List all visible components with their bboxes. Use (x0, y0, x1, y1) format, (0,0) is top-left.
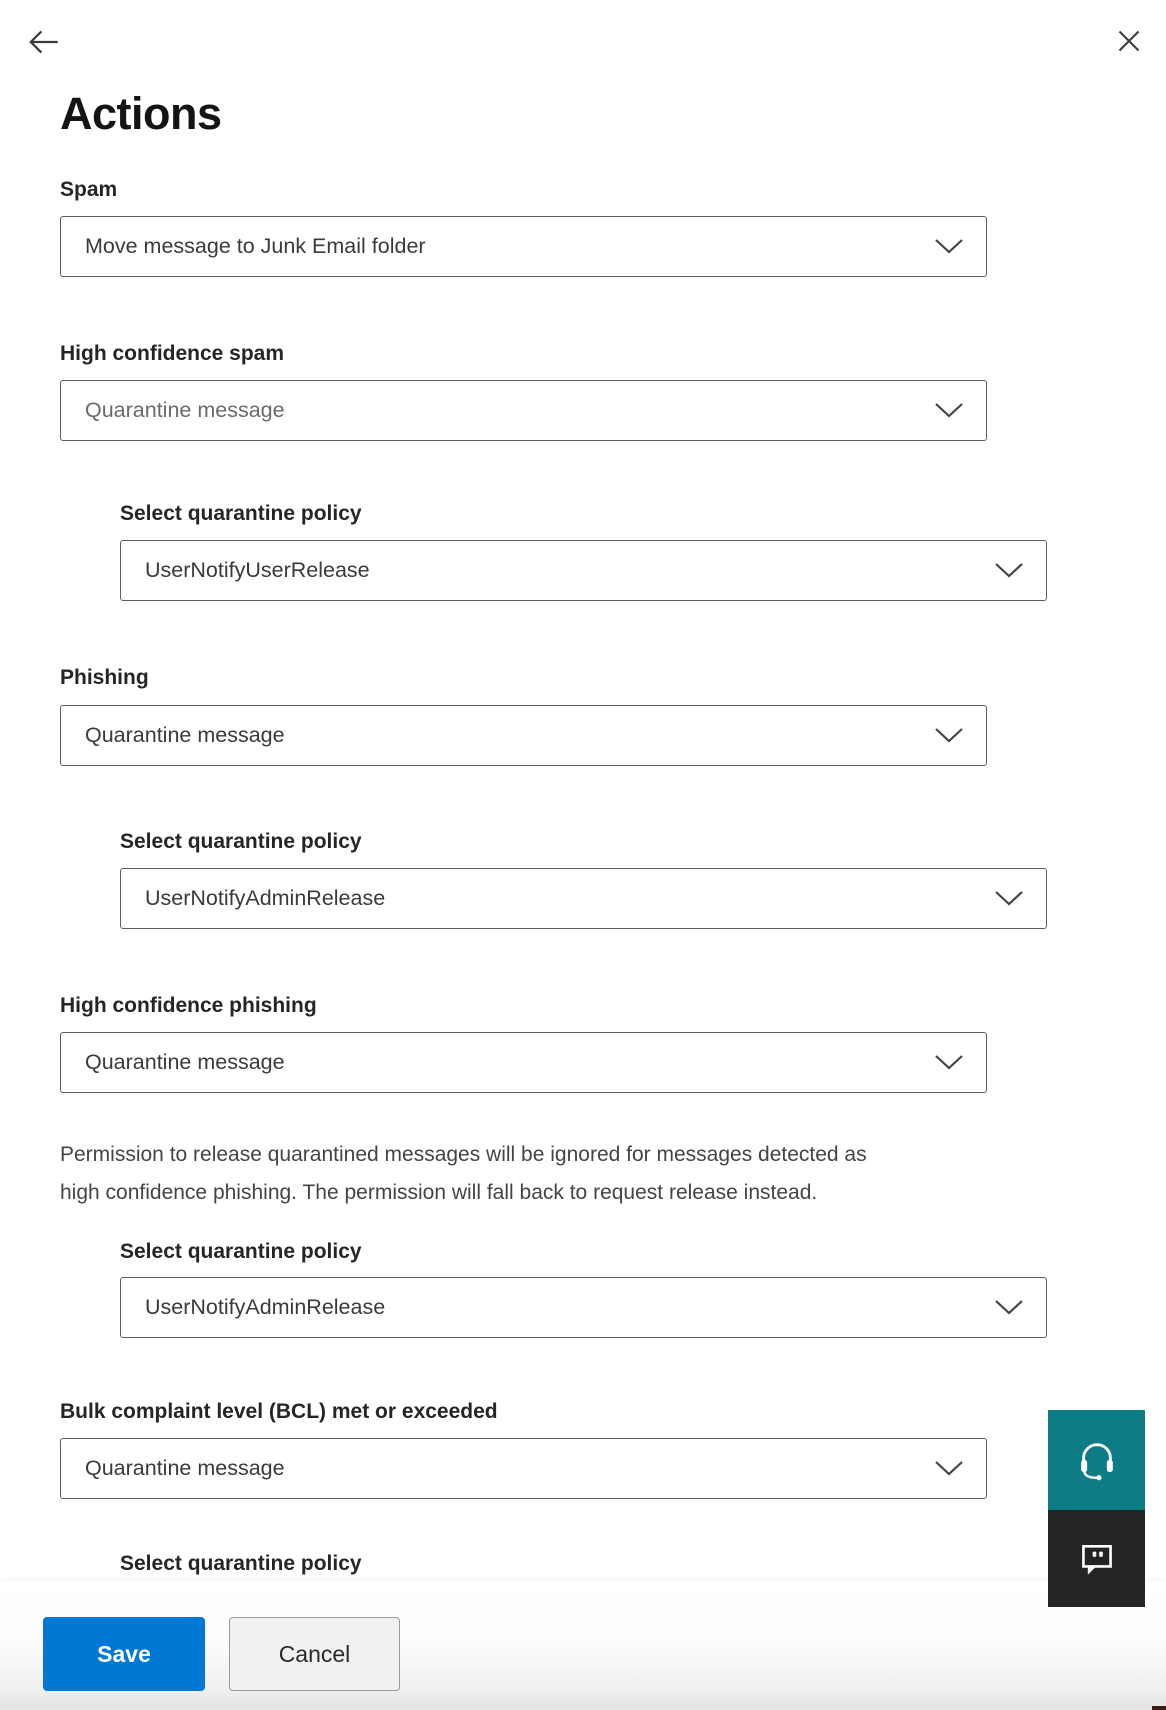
chevron-down-icon (934, 727, 964, 744)
feedback-speech-bubble-icon (1076, 1538, 1118, 1580)
phishing-dropdown[interactable] (60, 705, 987, 766)
headset-icon (1074, 1437, 1120, 1483)
chevron-down-icon (934, 402, 964, 419)
high-confidence-phishing-dropdown-value: Quarantine message (85, 1050, 285, 1074)
hcp-permission-note-line2: high confidence phishing. The permission will fall back to request release instead. (60, 1181, 818, 1204)
hcs-quarantine-policy-dropdown[interactable] (120, 540, 1047, 601)
phishing-label: Phishing (60, 666, 149, 689)
help-button[interactable] (1048, 1410, 1145, 1510)
screen-corner-artifact (1152, 1706, 1166, 1710)
spam-dropdown-value: Move message to Junk Email folder (85, 234, 426, 258)
high-confidence-phishing-label: High confidence phishing (60, 994, 317, 1017)
bcl-quarantine-policy-label-clipped: Select quarantine policy (120, 1552, 362, 1575)
high-confidence-spam-dropdown[interactable] (60, 380, 987, 441)
hcp-quarantine-policy-label: Select quarantine policy (120, 1240, 362, 1263)
back-button[interactable] (22, 20, 66, 64)
phishing-dropdown-value: Quarantine message (85, 723, 285, 747)
chevron-down-icon (934, 1460, 964, 1477)
back-arrow-icon (25, 23, 63, 61)
feedback-button[interactable] (1048, 1510, 1145, 1607)
high-confidence-spam-dropdown-value: Quarantine message (85, 398, 285, 422)
phishing-quarantine-policy-dropdown[interactable] (120, 868, 1047, 929)
chevron-down-icon (934, 1054, 964, 1071)
spam-label: Spam (60, 178, 118, 201)
bcl-dropdown[interactable] (60, 1438, 987, 1499)
save-button[interactable]: Save (43, 1617, 205, 1691)
cancel-button[interactable]: Cancel (229, 1617, 400, 1691)
hcs-quarantine-policy-value: UserNotifyUserRelease (145, 558, 370, 582)
high-confidence-spam-label: High confidence spam (60, 342, 285, 365)
hcp-quarantine-policy-value: UserNotifyAdminRelease (145, 1295, 386, 1319)
hcp-quarantine-policy-dropdown[interactable] (120, 1277, 1047, 1338)
bcl-dropdown-value: Quarantine message (85, 1456, 285, 1480)
phishing-quarantine-policy-label: Select quarantine policy (120, 830, 362, 853)
bcl-label: Bulk complaint level (BCL) met or exceeded (60, 1400, 498, 1423)
chevron-down-icon (994, 1299, 1024, 1316)
hcs-quarantine-policy-label: Select quarantine policy (120, 502, 362, 525)
page-title: Actions (60, 88, 222, 139)
hcp-permission-note-line1: Permission to release quarantined messages will be ignored for messages detected as (60, 1143, 867, 1166)
footer-command-bar (0, 1582, 1166, 1710)
chevron-down-icon (994, 562, 1024, 579)
chevron-down-icon (934, 238, 964, 255)
chevron-down-icon (994, 890, 1024, 907)
high-confidence-phishing-dropdown[interactable] (60, 1032, 987, 1093)
close-icon (1114, 26, 1144, 56)
close-button[interactable] (1106, 18, 1152, 64)
phishing-quarantine-policy-value: UserNotifyAdminRelease (145, 886, 386, 910)
spam-dropdown[interactable] (60, 216, 987, 277)
